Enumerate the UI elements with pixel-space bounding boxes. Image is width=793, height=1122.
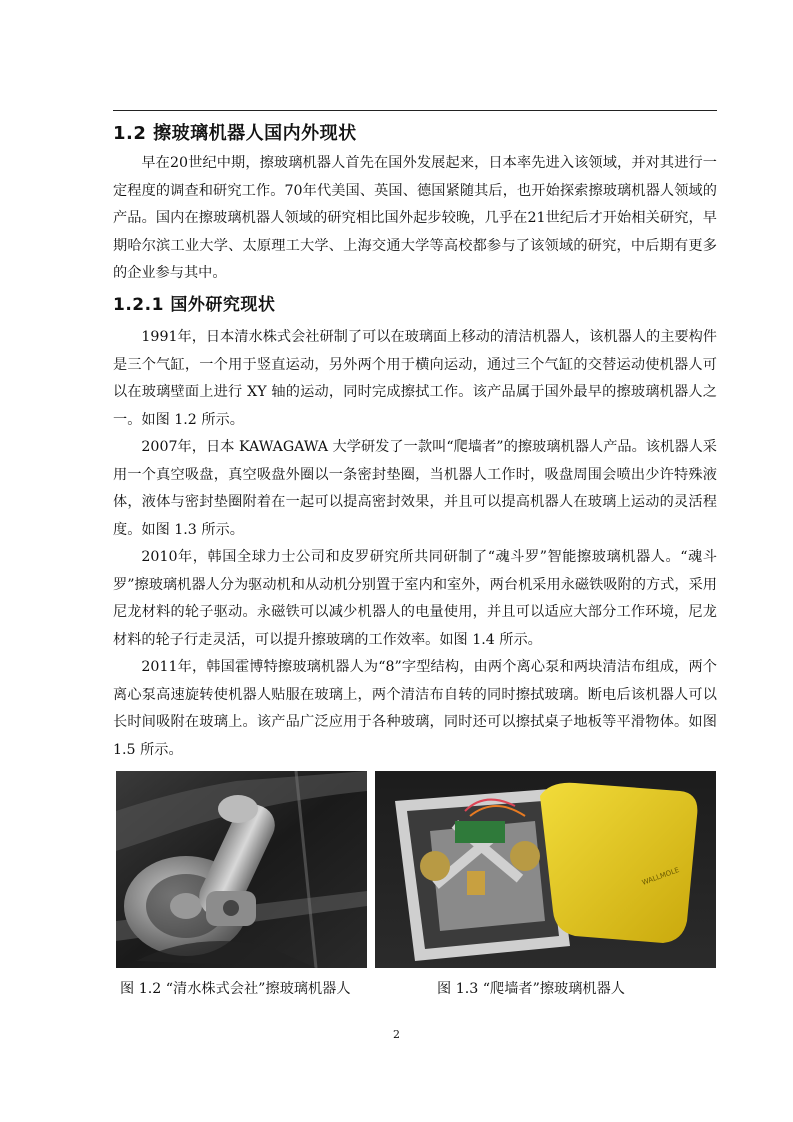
header-rule: [113, 110, 717, 111]
figure-1-3-caption: 图 1.3 “爬墙者”擦玻璃机器人: [437, 981, 625, 997]
figure-shimizu-robot-photo: [116, 771, 367, 968]
subsection-number: 1.2.1: [113, 295, 164, 315]
figure-1-2-caption: 图 1.2 “清水株式会社”擦玻璃机器人: [120, 981, 351, 997]
shimizu-robot-image: [116, 771, 367, 968]
page-number: 2: [393, 1028, 400, 1041]
paragraph-2007: 2007年，日本 KAWAGAWA 大学研发了一款叫“爬墙者”的擦玻璃机器人产品。该机器人采用一个真空吸盘，真空吸盘外圈以一条密封垫圈，当机器人工作时，吸盘周围会喷出少许特殊液体，液体与密封垫圈附着在一起可以提高密封效果，并且可以提高机器人在玻璃上运动的灵活程度。如图 1.3 所示。: [113, 439, 717, 538]
section-title: 擦玻璃机器人国内外现状: [153, 123, 357, 144]
svg-text:WALLMOLE: WALLMOLE: [640, 866, 681, 887]
section-heading: [113, 119, 357, 145]
wall-climber-robot-image: [375, 771, 716, 968]
section-number: 1.2: [113, 123, 147, 144]
intro-paragraph: 早在20世纪中期，擦玻璃机器人首先在国外发展起来，日本率先进入该领域，并对其进行一定程度的调查和研究工作。70年代美国、英国、德国紧随其后，也开始探索擦玻璃机器人领域的产品。国内在擦玻璃机器人领域的研究相比国外起步较晚，几乎在21世纪后才开始相关研究，早期哈尔滨工业大学、太原理工大学、上海交通大学等高校都参与了该领域的研究，中后期有更多的企业参与其中。: [113, 155, 717, 281]
figure-wall-climber-robot-photo: [375, 771, 716, 968]
paragraph-2010: 2010年，韩国全球力士公司和皮罗研究所共同研制了“魂斗罗”智能擦玻璃机器人。“魂斗罗”擦玻璃机器人分为驱动机和从动机分别置于室内和室外，两台机采用永磁铁吸附的方式，采用尼龙材料的轮子驱动。永磁铁可以减少机器人的电量使用，并且可以适应大部分工作环境，尼龙材料的轮子行走灵活，可以提升擦玻璃的工作效率。如图 1.4 所示。: [113, 549, 717, 648]
paragraph-2011: 2011年，韩国霍博特擦玻璃机器人为“8”字型结构，由两个离心泵和两块清洁布组成，两个离心泵高速旋转使机器人贴服在玻璃上，两个清洁布自转的同时擦拭玻璃。断电后该机器人可以长时间吸附在玻璃上。该产品广泛应用于各种玻璃，同时还可以擦拭桌子地板等平滑物体。如图 1.5 所示。: [113, 659, 717, 758]
subsection-title: 国外研究现状: [170, 295, 276, 315]
paragraph-1991: 1991年，日本清水株式会社研制了可以在玻璃面上移动的清洁机器人，该机器人的主要构件是三个气缸，一个用于竖直运动，另外两个用于横向运动，通过三个气缸的交替运动使机器人可以在玻璃壁面上进行 XY 轴的运动，同时完成擦拭工作。该产品属于国外最早的擦玻璃机器人之一。如图 1.2 所示。: [113, 329, 717, 428]
subsection-heading: [113, 290, 275, 315]
